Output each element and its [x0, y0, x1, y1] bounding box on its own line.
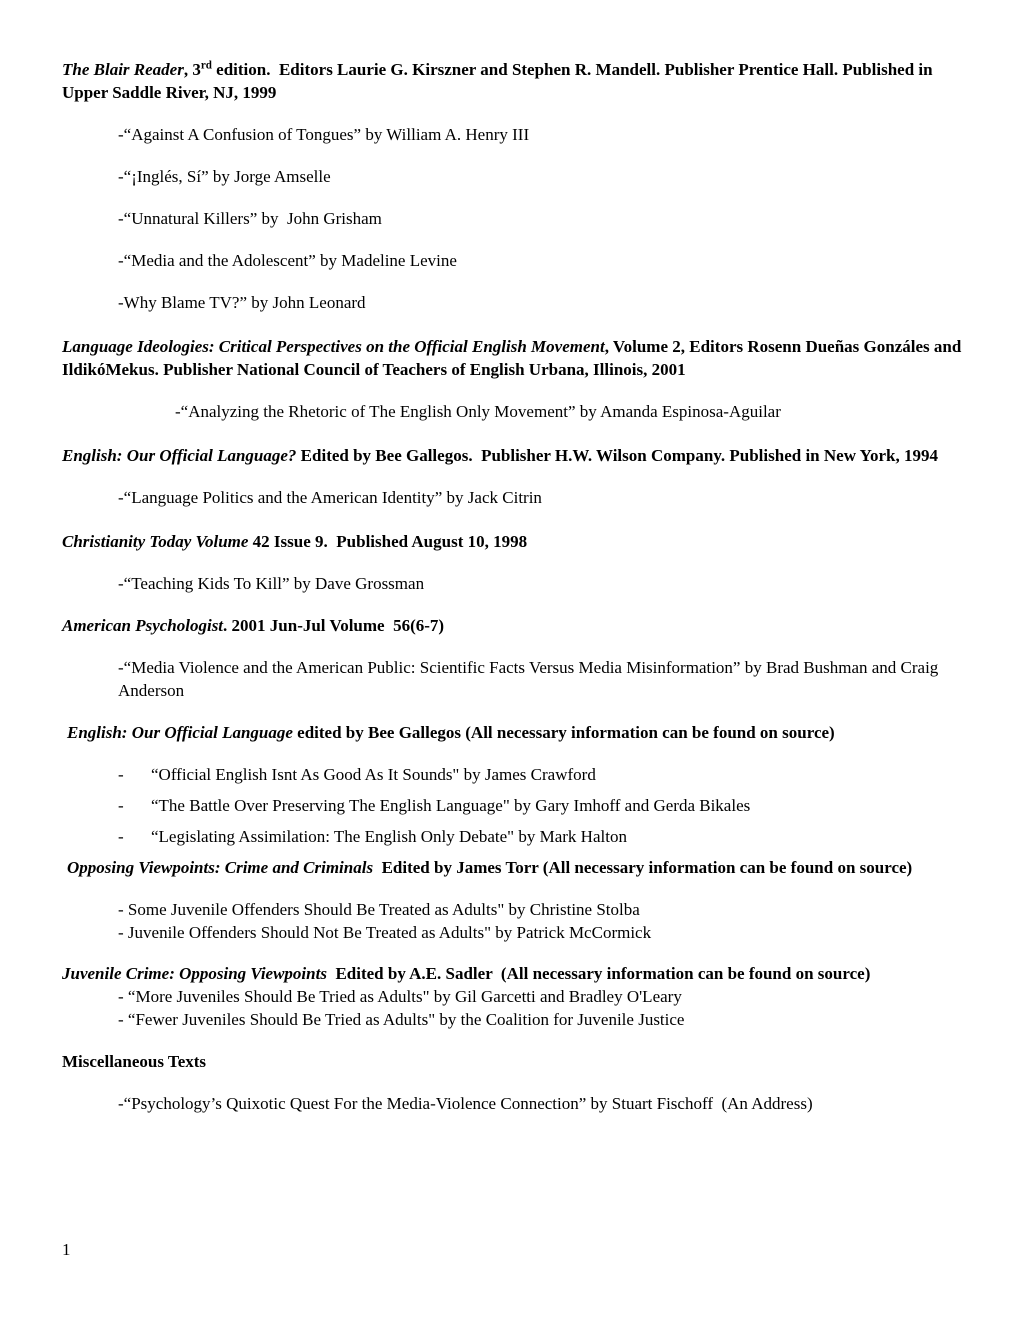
bib-item: -“Analyzing the Rhetoric of The English Only Movement” by Amanda Espinosa-Aguilar	[175, 402, 781, 421]
dash-bullet: -	[118, 796, 124, 815]
heading-text: . 2001 Jun-Jul Volume 56(6-7)	[223, 616, 445, 635]
section-heading	[62, 335, 975, 381]
bib-item	[62, 794, 975, 817]
section-heading	[62, 58, 975, 104]
bib-item: -“¡Inglés, Sí” by Jorge Amselle	[118, 167, 331, 186]
bib-item-text: “Official English Isnt As Good As It Sounds" by James Crawford	[151, 765, 596, 784]
heading-text: , 3	[183, 60, 201, 79]
bib-item: - Juvenile Offenders Should Not Be Treated as Adults" by Patrick McCormick	[118, 923, 652, 942]
heading-superscript: rd	[200, 59, 212, 72]
section-heading	[62, 856, 975, 879]
heading-title: English: Our Official Language	[67, 723, 293, 742]
heading-title: Language Ideologies: Critical Perspectives on the Official English Movement	[62, 337, 605, 356]
heading-text: Edited by James Torr (All necessary information can be found on source)	[373, 858, 913, 877]
heading-text: Edited by Bee Gallegos. Publisher H.W. Wilson Company. Published in New York, 1994	[296, 446, 938, 465]
bib-item: -“Media Violence and the American Public: Scientific Facts Versus Media Misinformation” by Brad Bushman and Craig Anderson	[118, 658, 942, 700]
bib-item: - “Fewer Juveniles Should Be Tried as Adults" by the Coalition for Juvenile Justice	[118, 1010, 685, 1029]
section-english-official-language-gallegos	[62, 721, 975, 848]
bib-item-text: “The Battle Over Preserving The English Language" by Gary Imhoff and Gerda Bikales	[151, 796, 751, 815]
bib-item: -“Psychology’s Quixotic Quest For the Media-Violence Connection” by Stuart Fischoff (An Address)	[118, 1094, 813, 1113]
bib-item-text: “Legislating Assimilation: The English Only Debate" by Mark Halton	[151, 827, 627, 846]
section-language-ideologies	[62, 335, 975, 423]
heading-title: Juvenile Crime: Opposing Viewpoints	[62, 964, 327, 983]
section-heading	[62, 614, 975, 637]
heading-text: Edited by A.E. Sadler (All necessary information can be found on source)	[326, 964, 871, 983]
section-english-official-language-wilson	[62, 444, 975, 509]
section-christianity-today	[62, 530, 975, 595]
bib-item: -“Language Politics and the American Identity” by Jack Citrin	[118, 488, 542, 507]
heading-title: English: Our Official Language?	[62, 446, 297, 465]
heading-text: edited by Bee Gallegos (All necessary information can be found on source)	[292, 723, 835, 742]
section-heading	[62, 530, 975, 553]
section-heading	[62, 1050, 975, 1073]
dash-bullet: -	[118, 827, 124, 846]
heading-title: Opposing Viewpoints: Crime and Criminals	[67, 858, 374, 877]
section-blair-reader	[62, 58, 975, 314]
bib-item: -“Media and the Adolescent” by Madeline Levine	[118, 251, 457, 270]
bib-item: -“Unnatural Killers” by John Grisham	[118, 209, 382, 228]
heading-text: , Volume 2, Editors Rosenn Dueñas Gonzáles and IldikóMekus. Publisher National Council of Teachers of English Urbana, Illinois, 2001	[62, 337, 966, 379]
section-heading	[62, 721, 975, 744]
section-miscellaneous-texts	[62, 1050, 975, 1115]
heading-title: American Psychologist	[62, 616, 224, 635]
section-juvenile-crime	[62, 962, 975, 1031]
heading-text: 42 Issue 9. Published August 10, 1998	[248, 532, 528, 551]
bib-item: - Some Juvenile Offenders Should Be Treated as Adults" by Christine Stolba	[118, 900, 640, 919]
heading-title: The Blair Reader	[62, 60, 184, 79]
heading-text: Miscellaneous Texts	[62, 1052, 207, 1071]
section-heading	[62, 444, 975, 467]
bib-item: -Why Blame TV?” by John Leonard	[118, 293, 366, 312]
bib-item: -“Against A Confusion of Tongues” by William A. Henry III	[118, 125, 530, 144]
heading-text: edition. Editors Laurie G. Kirszner and Stephen R. Mandell. Publisher Prentice Hall. Published in Upper Saddle River, NJ, 1999	[62, 60, 937, 102]
bib-item	[62, 763, 975, 786]
section-american-psychologist	[62, 614, 975, 702]
dash-bullet: -	[118, 765, 124, 784]
bib-item: - “More Juveniles Should Be Tried as Adults" by Gil Garcetti and Bradley O'Leary	[118, 987, 682, 1006]
page-number: 1	[62, 1240, 71, 1259]
section-opposing-viewpoints-crime	[62, 856, 975, 944]
section-heading	[62, 962, 975, 985]
bib-item	[62, 825, 975, 848]
heading-title: Christianity Today Volume	[62, 532, 249, 551]
bib-item: -“Teaching Kids To Kill” by Dave Grossman	[118, 574, 425, 593]
